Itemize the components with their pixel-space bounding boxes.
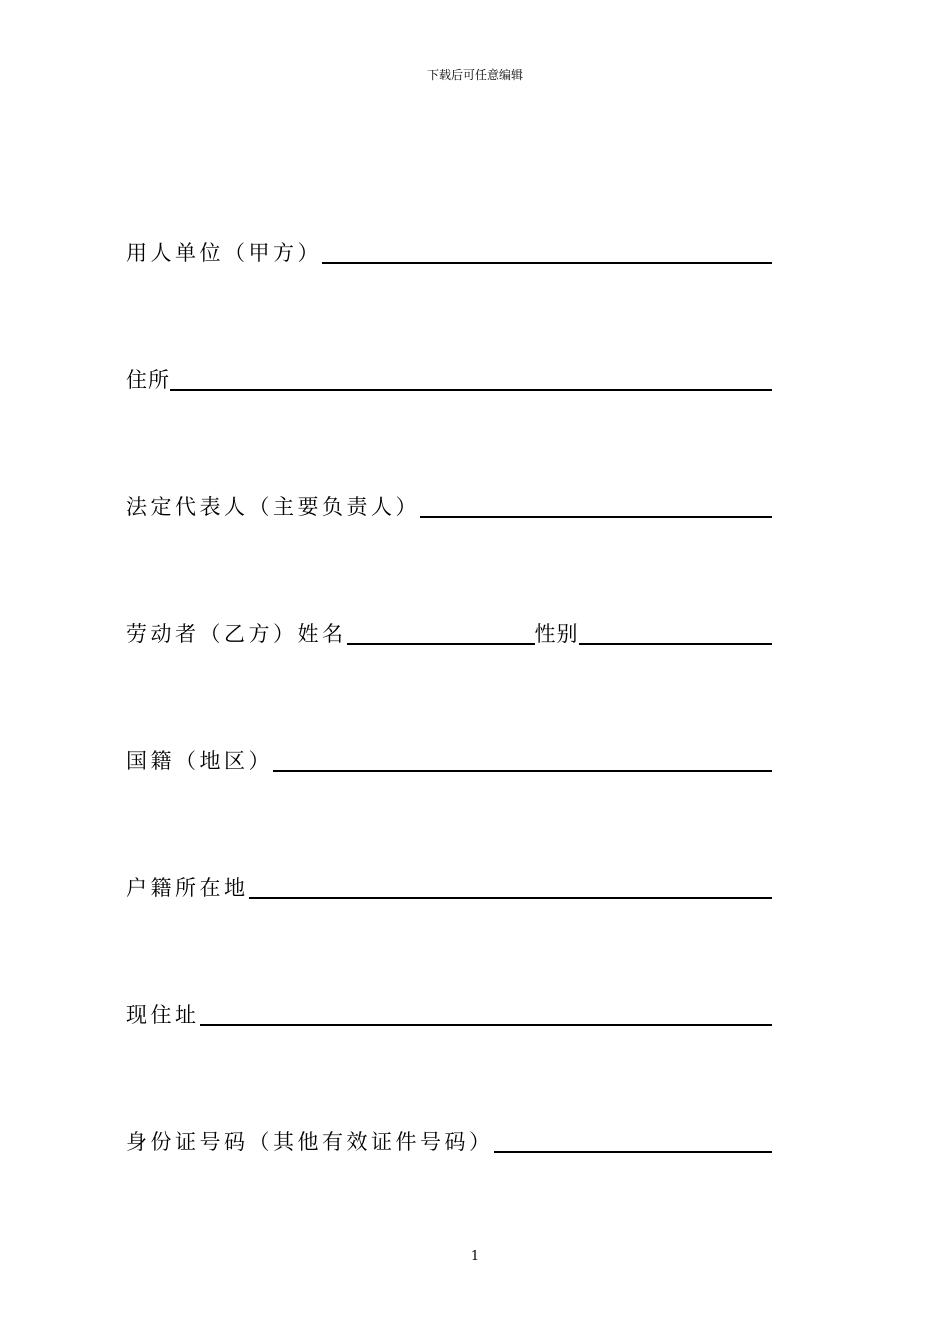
legal-rep-field[interactable] — [420, 492, 772, 518]
address-label: 住所 — [126, 368, 170, 392]
gender-label: 性别 — [534, 622, 579, 646]
id-number-row — [126, 1121, 772, 1155]
household-registration-row — [126, 867, 772, 901]
id-number-field[interactable] — [494, 1127, 773, 1153]
id-number-label: 身份证号码（其他有效证件号码） — [126, 1130, 494, 1154]
household-registration-label: 户籍所在地 — [126, 876, 249, 900]
page-number: 1 — [470, 1249, 480, 1264]
nationality-row — [126, 740, 772, 774]
employer-field[interactable] — [322, 238, 772, 264]
employer-label: 用人单位（甲方） — [126, 241, 322, 265]
legal-rep-label: 法定代表人（主要负责人） — [126, 495, 420, 519]
header-note: 下载后可任意编辑 — [426, 68, 523, 82]
address-field[interactable] — [170, 365, 772, 391]
nationality-label: 国籍（地区） — [126, 749, 273, 773]
household-registration-field[interactable] — [249, 873, 773, 899]
worker-name-label: 劳动者（乙方）姓名 — [126, 622, 347, 646]
address-row — [126, 359, 772, 393]
gender-field[interactable] — [579, 619, 773, 645]
worker-row — [126, 613, 772, 647]
employer-row — [126, 232, 772, 266]
current-address-label: 现住址 — [126, 1003, 200, 1027]
current-address-row — [126, 994, 772, 1028]
worker-name-field[interactable] — [347, 619, 535, 645]
current-address-field[interactable] — [200, 1000, 773, 1026]
nationality-field[interactable] — [273, 746, 772, 772]
legal-rep-row — [126, 486, 772, 520]
